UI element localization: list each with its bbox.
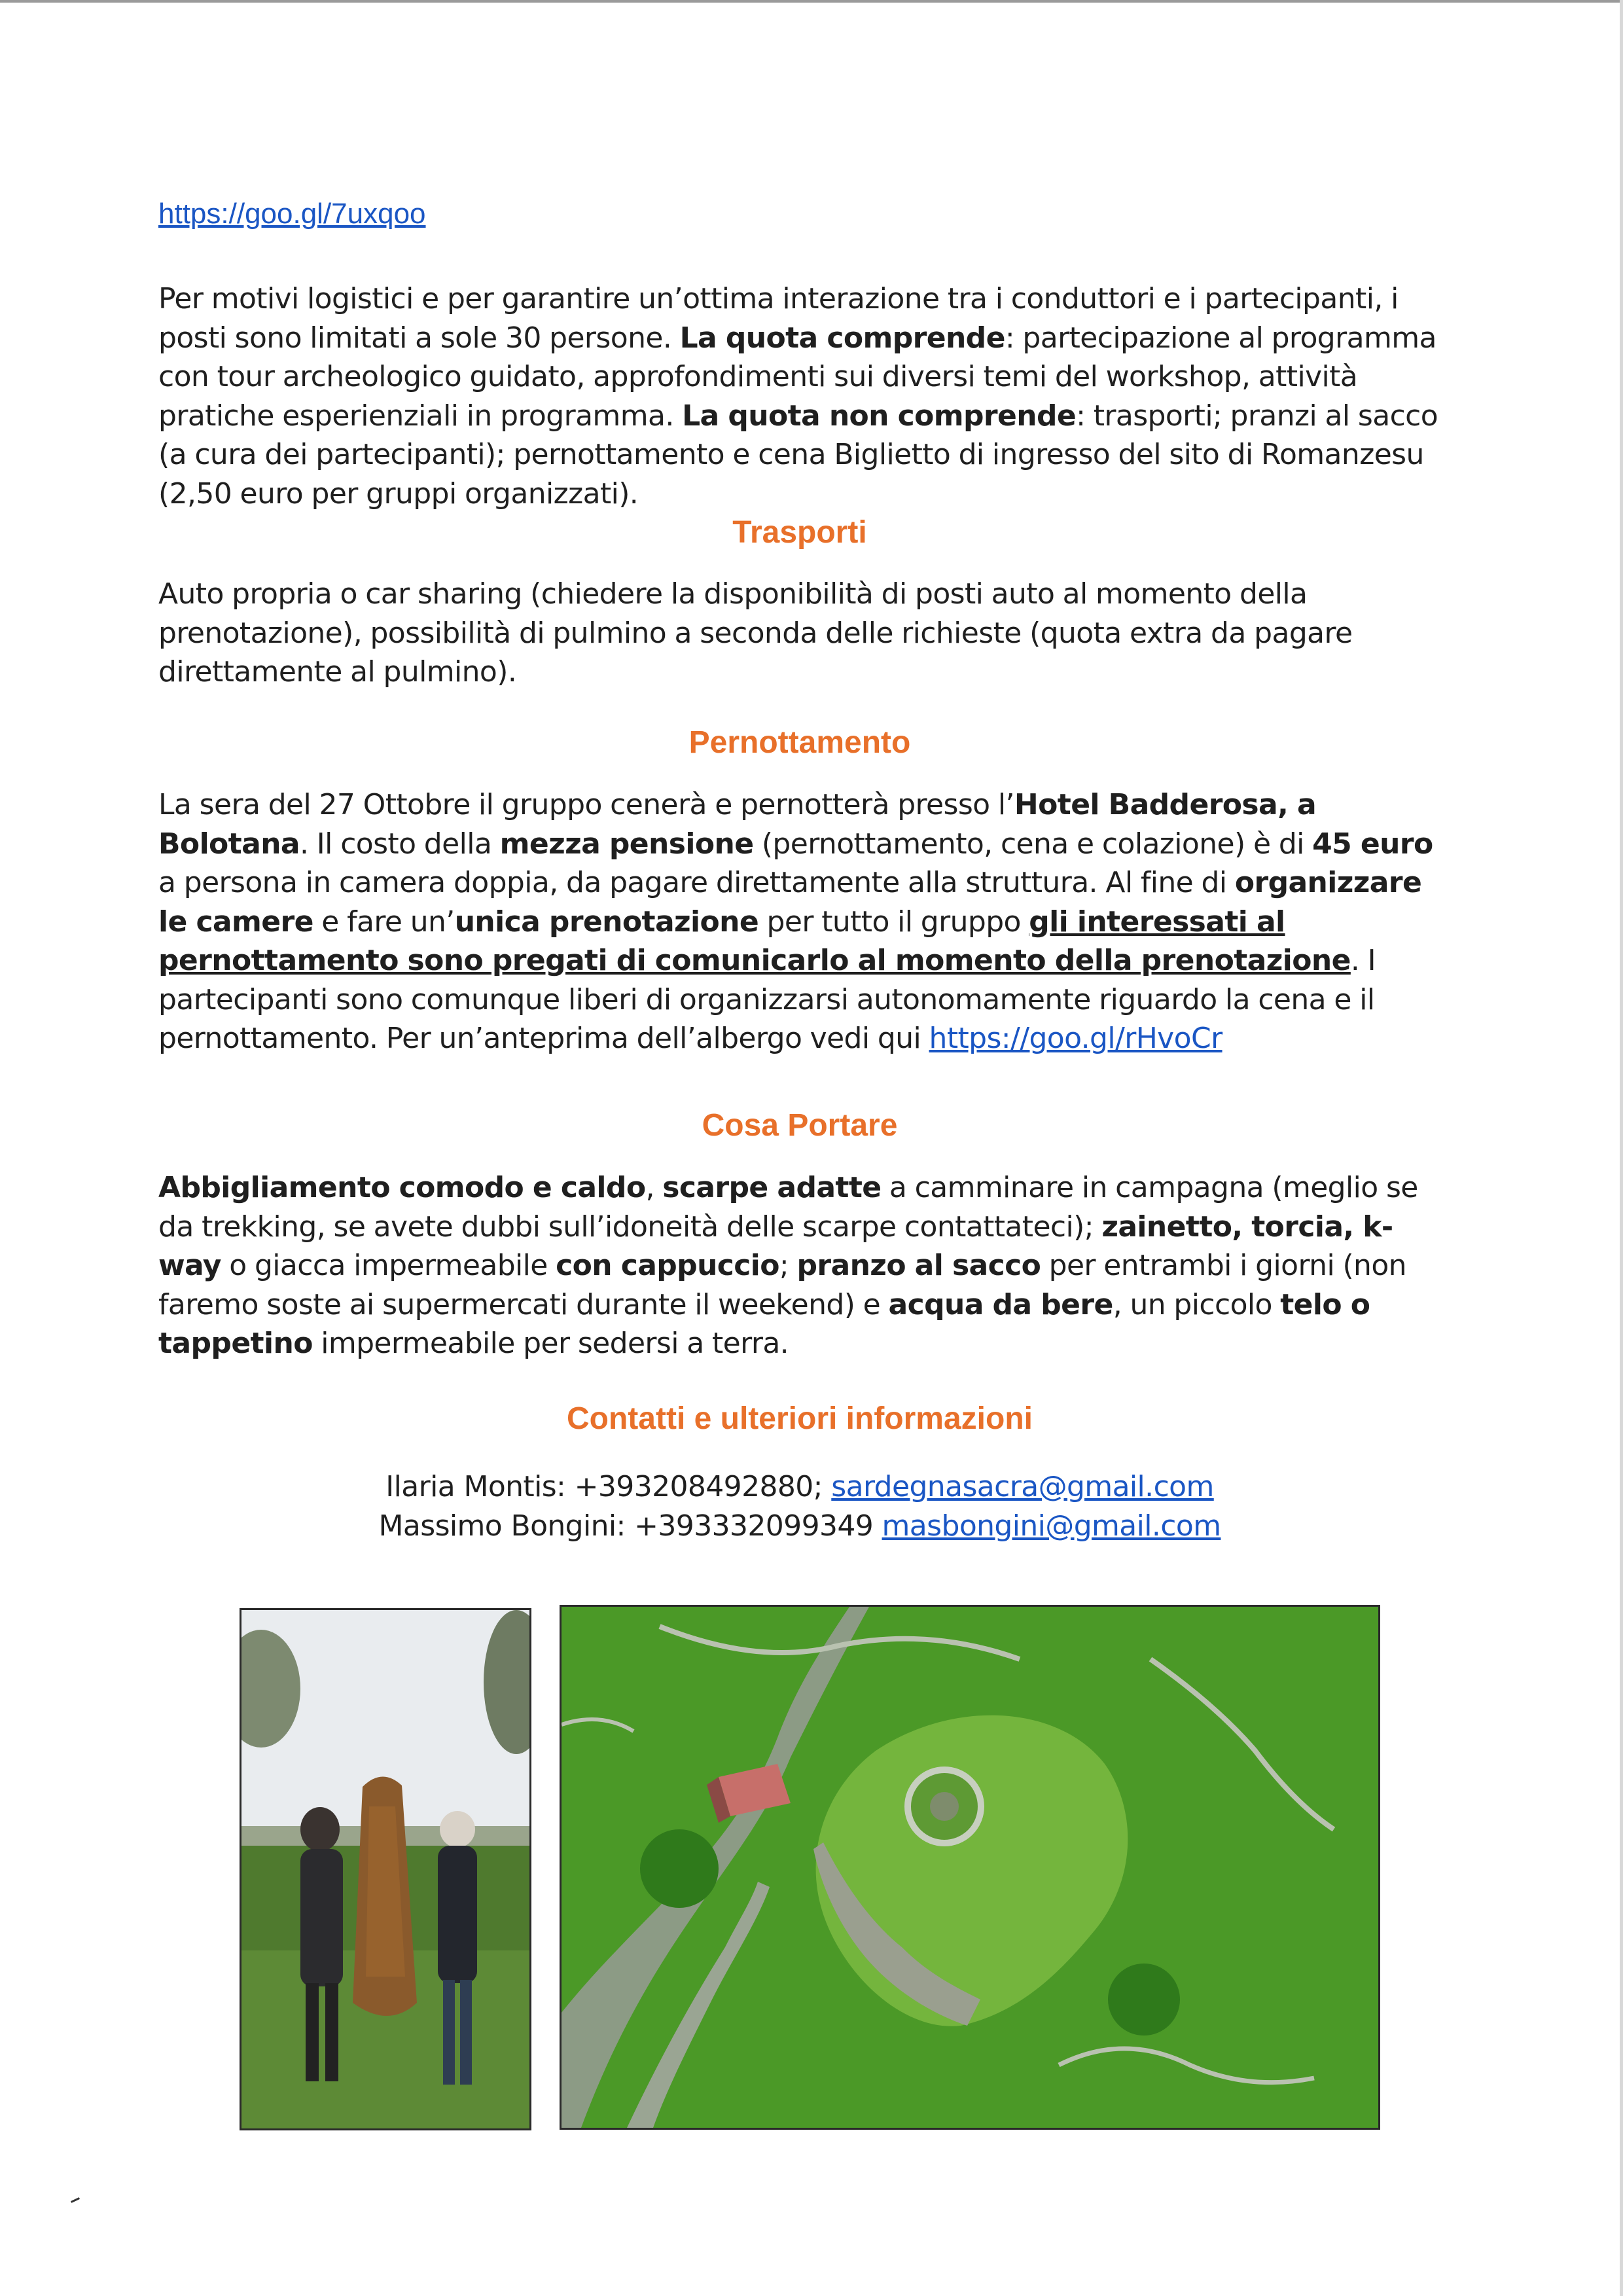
- cosa-portare-text: ,: [645, 1171, 663, 1204]
- cosa-portare-paragraph: [158, 1168, 1441, 1363]
- unica-prenotazione: unica prenotazione: [454, 905, 759, 939]
- intro-text: : trasporti; pranzi al sacco (a cura dei partecipanti); pernottamento e cena Biglietto di ingresso del sito di Romanzesu (2,50 euro per gruppi organizzati).: [158, 399, 1438, 511]
- cosa-portare-text: o giacca impermeabile: [221, 1249, 556, 1282]
- intro-paragraph: [158, 279, 1441, 513]
- contact-phone: Massimo Bongini: +393332099349: [378, 1509, 882, 1543]
- contact-line-montis: [158, 1467, 1441, 1507]
- cosa-portare-text: a camminare in campagna (meglio se da trekking, se avete dubbi sull’idoneità delle scarpe contattateci);: [158, 1171, 1418, 1244]
- cosa-portare-text: ;: [779, 1249, 797, 1282]
- pernottamento-text: e fare un’: [313, 905, 455, 939]
- booking-note: gli interessati al pernottamento sono pregati di comunicarlo al momento della prenotazione: [158, 905, 1351, 977]
- pernottamento-heading: Pernottamento: [688, 725, 911, 760]
- scan-edge: [1620, 0, 1623, 2296]
- trasporti-heading: Trasporti: [732, 515, 867, 550]
- contact-phone: Ilaria Montis: +393208492880;: [385, 1470, 832, 1503]
- trasporti-paragraph: Auto propria o car sharing (chiedere la disponibilità di posti auto al momento della prenotazione), possibilità di pulmino a seconda delle richieste (quota extra da pagare direttamente al pulmino).: [158, 577, 1353, 689]
- quota-comprende: La quota comprende: [679, 321, 1005, 355]
- pernottamento-text: . Il costo della: [300, 827, 500, 861]
- item-zainetto: zainetto, torcia, k-way: [158, 1210, 1393, 1282]
- mezza-pensione: mezza pensione: [499, 827, 754, 861]
- price: 45 euro: [1312, 827, 1433, 861]
- item-telo: telo o tappetino: [158, 1287, 1370, 1360]
- nuraghe-aerial-photo-image: [562, 1607, 1378, 2128]
- pernottamento-text: per tutto il gruppo: [758, 905, 1029, 939]
- item-pranzo: pranzo al sacco: [796, 1249, 1041, 1282]
- scan-mark: [71, 2197, 80, 2203]
- intro-text: : partecipazione al programma con tour archeologico guidato, approfondimenti sui diversi temi del workshop, attività pratiche esperienziali in programma.: [158, 321, 1436, 433]
- item-cappuccio: con cappuccio: [556, 1249, 779, 1282]
- pernottamento-text: a persona in camera doppia, da pagare direttamente alla struttura. Al fine di: [158, 866, 1235, 899]
- organizzare-camere: organizzare le camere: [158, 866, 1422, 939]
- pernottamento-text: (pernottamento, cena e colazione) è di: [753, 827, 1313, 861]
- top-link[interactable]: https://goo.gl/7uxqoo: [158, 198, 426, 230]
- contact-email-link[interactable]: masbongini@gmail.com: [882, 1509, 1221, 1543]
- cosa-portare-heading: Cosa Portare: [702, 1108, 898, 1143]
- pernottamento-text: . I partecipanti sono comunque liberi di organizzarsi autonomamente riguardo la cena e il pernottamento. Per un’anteprima dell’albergo vedi qui: [158, 944, 1376, 1055]
- pernottamento-paragraph: [158, 785, 1441, 1058]
- contact-line-bongini: [158, 1507, 1441, 1546]
- intro-text: Per motivi logistici e per garantire un’ottima interazione tra i conduttori e i partecipanti, i posti sono limitati a sole 30 persone.: [158, 282, 1399, 355]
- cosa-portare-text: impermeabile per sedersi a terra.: [312, 1327, 789, 1360]
- item-scarpe: scarpe adatte: [662, 1171, 882, 1204]
- item-acqua: acqua da bere: [888, 1287, 1113, 1321]
- item-abbigliamento: Abbigliamento comodo e caldo: [158, 1171, 646, 1204]
- menhir-photo-image: [241, 1610, 529, 2128]
- cosa-portare-text: , un piccolo: [1113, 1287, 1281, 1321]
- scan-edge: [0, 0, 1623, 3]
- cosa-portare-text: per entrambi i giorni (non faremo soste ai supermercati durante il weekend) e: [158, 1249, 1406, 1321]
- nuraghe-aerial-photo: [560, 1605, 1380, 2130]
- hotel-name: Hotel Badderosa, a Bolotana: [158, 788, 1317, 861]
- menhir-photo: [240, 1608, 531, 2130]
- quota-non-comprende: La quota non comprende: [682, 399, 1077, 433]
- hotel-link[interactable]: https://goo.gl/rHvoCr: [929, 1022, 1222, 1055]
- pernottamento-text: La sera del 27 Ottobre il gruppo cenerà e pernotterà presso l’: [158, 788, 1014, 821]
- contact-email-link[interactable]: sardegnasacra@gmail.com: [831, 1470, 1214, 1503]
- contatti-heading: Contatti e ulteriori informazioni: [566, 1401, 1033, 1436]
